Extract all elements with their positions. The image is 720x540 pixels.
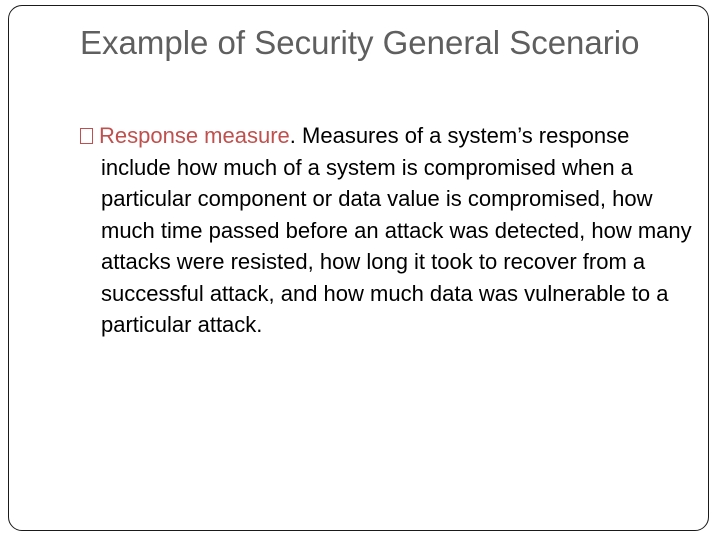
bullet-term: Response measure	[99, 123, 290, 148]
slide-title: Example of Security General Scenario	[80, 24, 640, 61]
bullet-text: Measures of a system’s response include how much of a system is compromised when a particular component or data value is compromised, how much time passed before an attack was detected, how many attacks were resisted, how long it took to recover from a successful attack, and how much data was vulnerable to a particular attack.	[101, 123, 692, 337]
bullet-paragraph	[80, 120, 695, 341]
slide-body	[80, 120, 695, 341]
bullet-term-period: .	[289, 123, 296, 148]
box-bullet-icon	[80, 128, 93, 144]
